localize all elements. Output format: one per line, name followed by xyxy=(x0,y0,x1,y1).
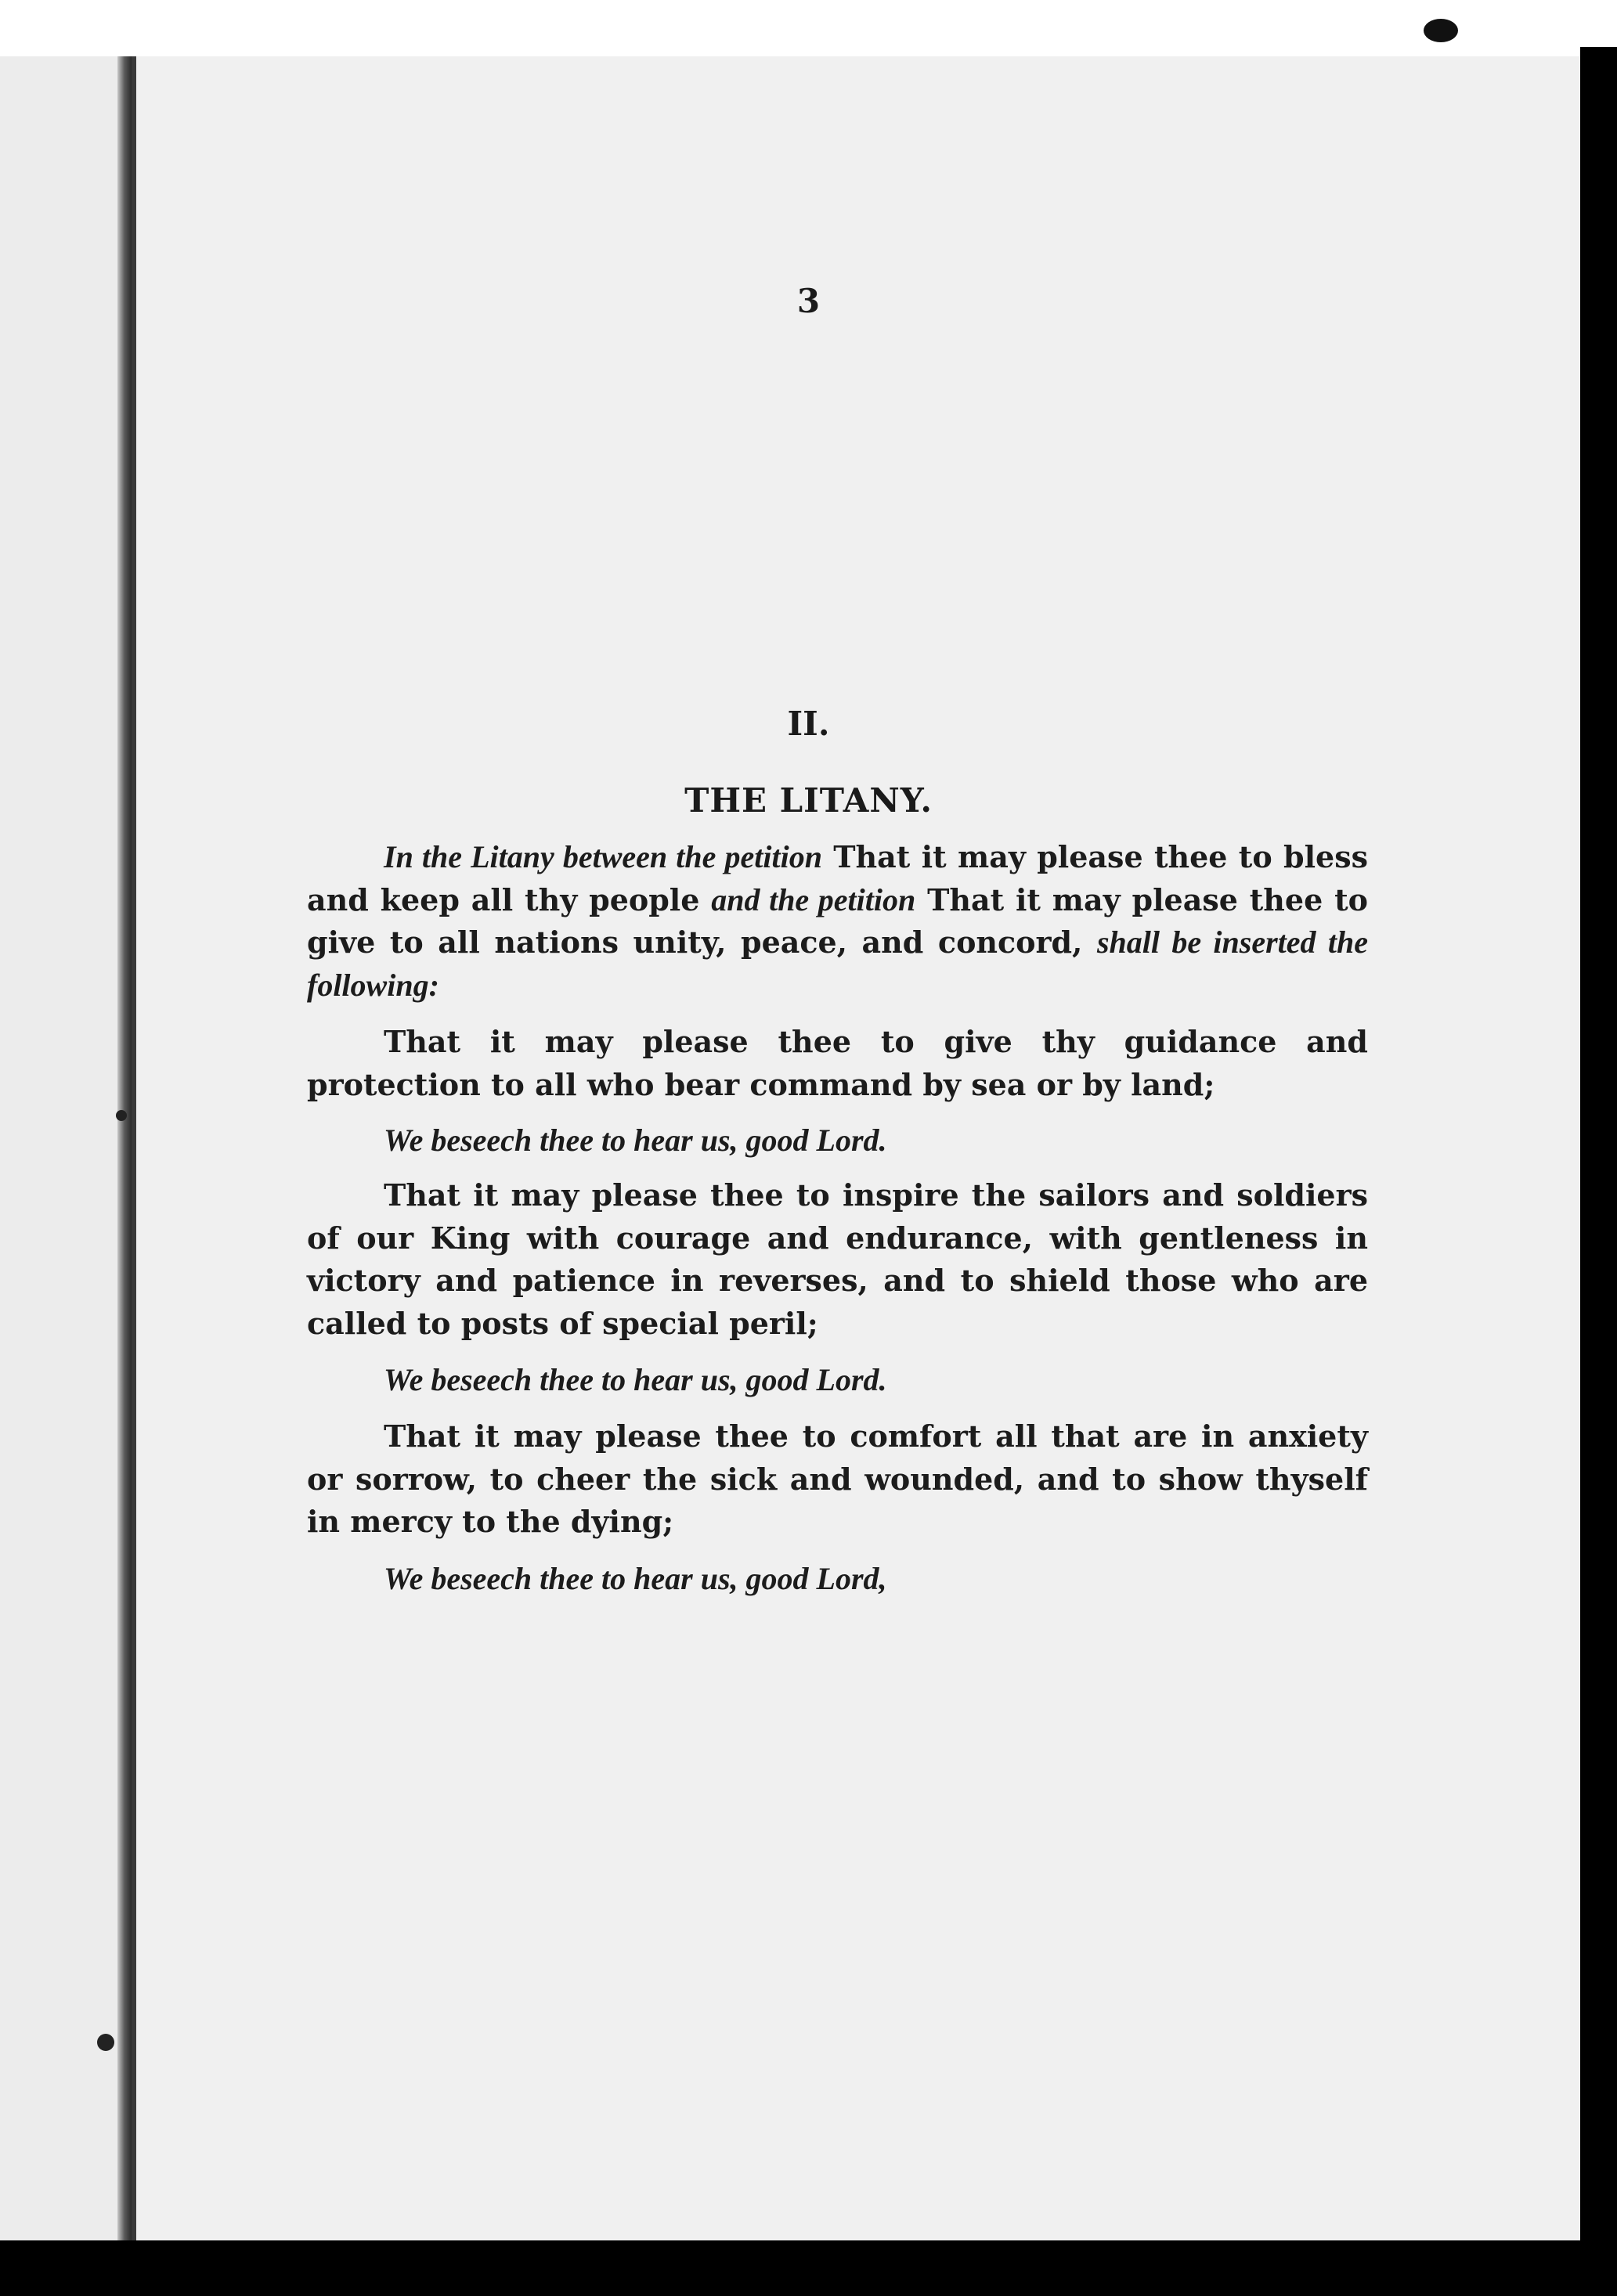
scan-margin-top xyxy=(0,0,1617,47)
petition-block xyxy=(307,1021,1368,1106)
petition-text: That it may please thee to inspire the sailors and soldiers of our King with courage and endurance, with gentleness in victory and patience in reverses, and to shield those who are called to posts of special peril; xyxy=(307,1177,1368,1341)
binding-hole-mark xyxy=(116,1110,127,1121)
petition-block xyxy=(307,1415,1368,1544)
corner-blot-mark xyxy=(1424,19,1458,42)
rubric-italic: In the Litany between the petition xyxy=(384,839,822,874)
rubric-italic: and the petition xyxy=(711,881,916,917)
scan-border-bottom xyxy=(0,2240,1617,2296)
response-block xyxy=(307,1119,1368,1162)
petition-response: We beseech thee to hear us, good Lord. xyxy=(384,1362,887,1397)
petition-text: That it may please thee to give thy guidance and protection to all who bear command by sea or by land; xyxy=(307,1024,1368,1102)
section-number: II. xyxy=(787,705,830,743)
petition-text: That it may please thee to comfort all that are in anxiety or sorrow, to cheer the sick and wounded, and to show thyself in mercy to the dying; xyxy=(307,1418,1368,1539)
petition-block xyxy=(307,1174,1368,1345)
rubric-petition-quote: That it may please thee to give to all nations unity, peace, and concord, xyxy=(307,881,1368,960)
binding-gutter xyxy=(0,56,117,2240)
scan-border-right xyxy=(1580,47,1617,2296)
petition-response: We beseech thee to hear us, good Lord. xyxy=(384,1123,887,1158)
binding-hole-mark xyxy=(97,2034,114,2051)
page-number: 3 xyxy=(796,282,821,320)
rubric-paragraph xyxy=(307,836,1368,1007)
petition-response: We beseech thee to hear us, good Lord, xyxy=(384,1561,887,1596)
response-block xyxy=(307,1558,1368,1601)
section-title: THE LITANY. xyxy=(684,781,933,820)
rubric-italic: shall be inserted the following: xyxy=(307,925,1368,1003)
rubric-petition-quote: That it may please thee to bless and keep all thy people xyxy=(307,839,1368,917)
response-block xyxy=(307,1359,1368,1402)
binding-edge xyxy=(117,56,132,2240)
